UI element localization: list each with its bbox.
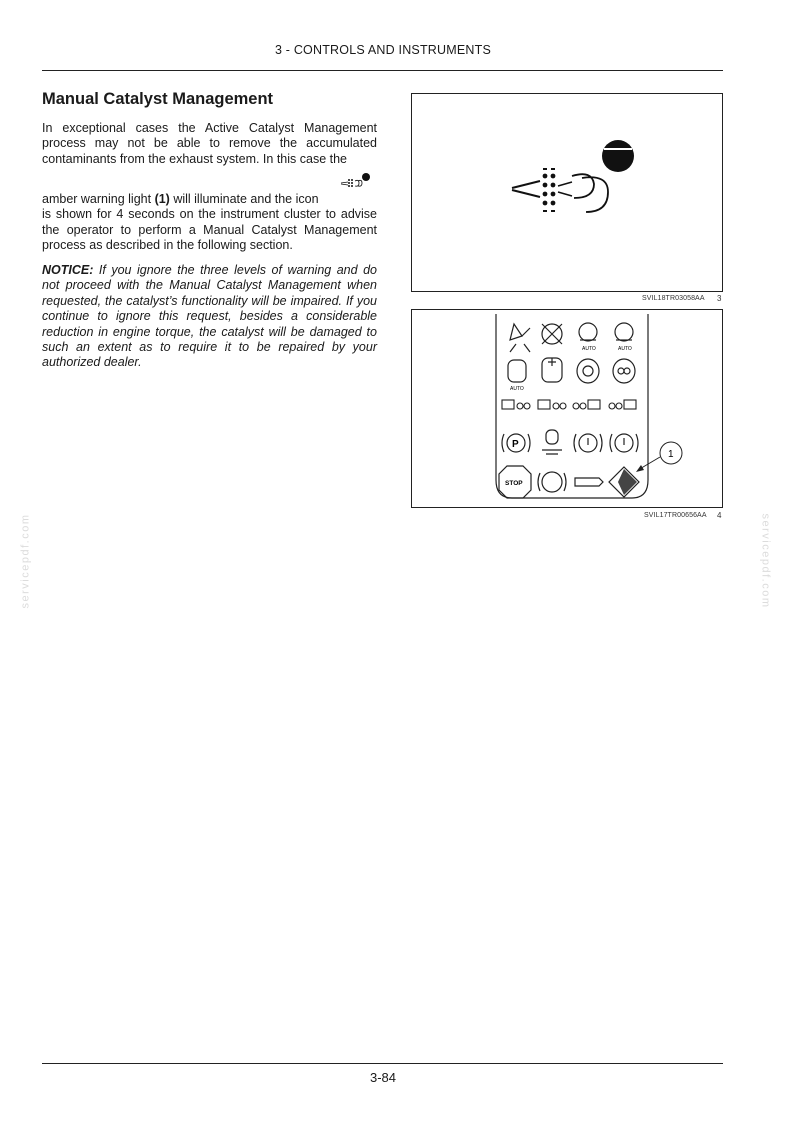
page-number: 3-84	[369, 1070, 397, 1085]
callout-1	[636, 442, 682, 472]
stop-label: STOP	[505, 480, 523, 487]
callout-reference: (1)	[154, 192, 170, 206]
figure-warning-panel	[411, 309, 723, 508]
page-header-title: 3 - CONTROLS AND INSTRUMENTS	[274, 43, 492, 57]
inline-catalyst-icon	[340, 171, 372, 193]
paragraph-warning	[42, 192, 377, 254]
header-rule	[42, 70, 723, 71]
figure-catalyst-icon	[411, 93, 723, 292]
warning-text-a: amber warning light	[42, 192, 155, 206]
section-title: Manual Catalyst Management	[42, 90, 274, 108]
catalyst-warning-icon	[512, 140, 634, 212]
watermark-right: servicepdf.com	[759, 513, 772, 609]
paragraph-intro: In exceptional cases the Active Catalyst Management process may not be able to remove the accumulated contaminants from the exhaust system. In this case the	[42, 121, 377, 166]
figure-4-number: 4	[717, 511, 722, 520]
footer-rule	[42, 1063, 723, 1064]
auto-label-2: AUTO	[618, 346, 632, 352]
auto-label-1: AUTO	[582, 346, 596, 352]
notice-paragraph	[42, 263, 377, 371]
warning-text-b: will illuminate and the icon	[169, 192, 319, 206]
instrument-cluster-panel	[496, 314, 682, 498]
figure-3-caption: SVIL18TR03058AA	[642, 295, 705, 302]
watermark-left: servicepdf.com	[19, 513, 32, 609]
notice-text: If you ignore the three levels of warning and do not proceed with the Manual Catalyst Management when requested, the catalyst’s functionality will be impaired. If you continue to ignore this request, besides a considerable reduction in engine torque, the catalyst will be damaged to such an extent as to require it to be repaired by your authorized dealer.	[42, 263, 377, 370]
warning-text-c: is shown for 4 seconds on the instrument cluster to advise the operator to perform a Manual Catalyst Management process as described in the following section.	[42, 207, 377, 253]
callout-number: 1	[668, 449, 674, 460]
auto-label-3: AUTO	[510, 386, 524, 392]
figure-4-caption: SVIL17TR00656AA	[644, 512, 707, 519]
figure-3-number: 3	[717, 294, 722, 303]
parking-letter: P	[512, 439, 519, 450]
notice-label: NOTICE:	[42, 263, 94, 277]
